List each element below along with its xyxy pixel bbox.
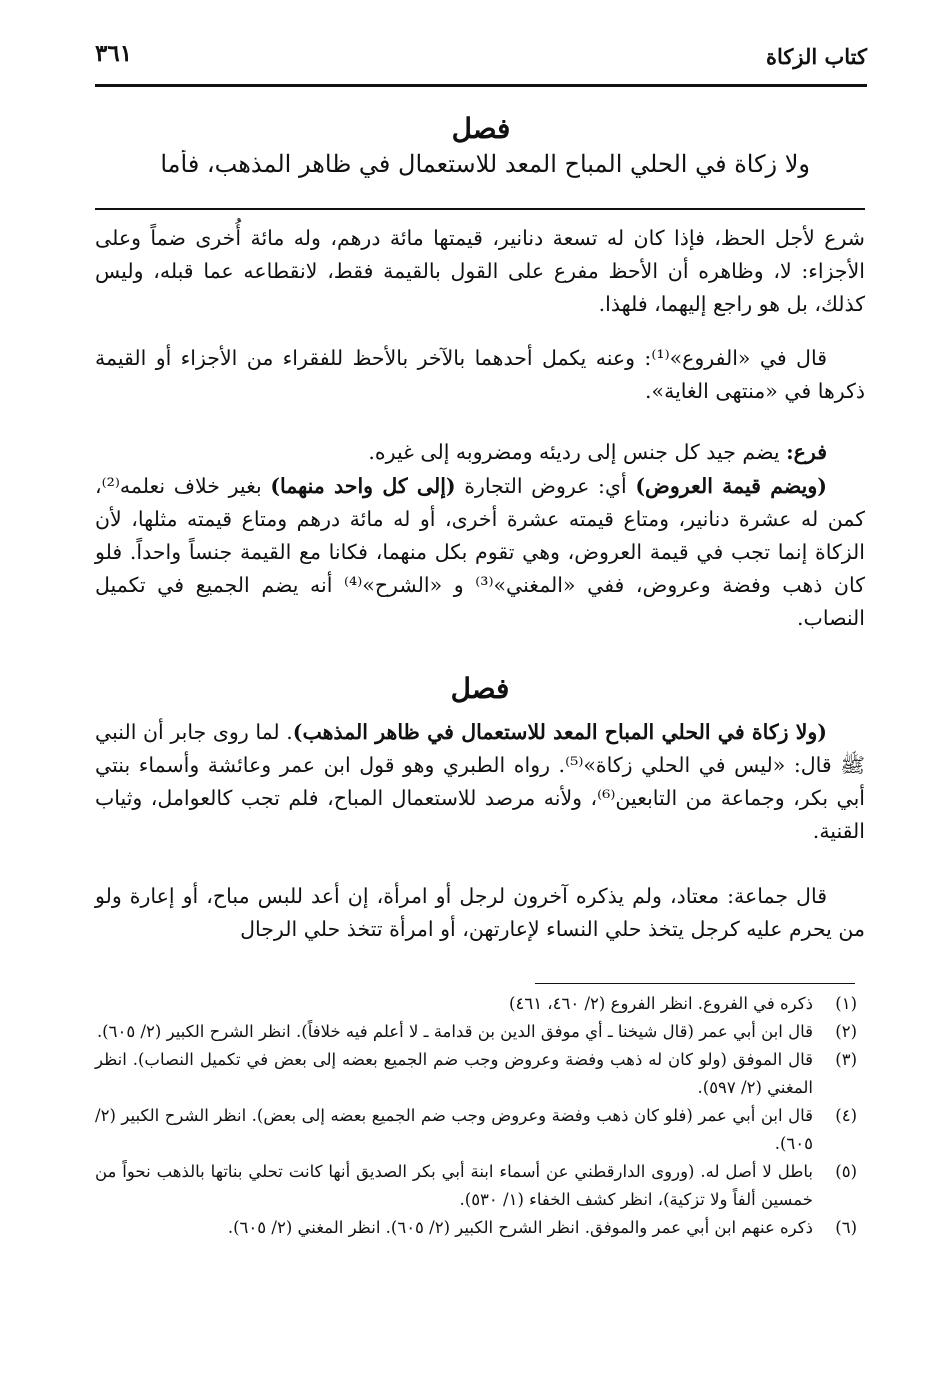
- footnote-text: ذكره في الفروع. انظر الفروع (٢/ ٤٦٠، ٤٦١): [509, 994, 813, 1013]
- paragraph-2: قال في «الفروع»⁽¹⁾: وعنه يكمل أحدهما بالآخر بالأحظ للفقراء من الأجزاء أو القيمة ذكرها في «منتهى الغاية».: [95, 346, 865, 403]
- book-title: كتاب الزكاة: [765, 44, 867, 69]
- footnote-text: قال ابن أبي عمر (قال شيخنا ـ أي موفق الدين بن قدامة ـ لا أعلم فيه خلافاً). انظر الشرح الكبير (٢/ ٦٠٥).: [96, 1022, 813, 1041]
- footnote: [95, 1102, 865, 1158]
- footnote-number: (١): [835, 994, 857, 1013]
- matn-quote-2: (إلى كل واحد منهما): [270, 474, 456, 498]
- footnote-number: (٦): [835, 1218, 857, 1237]
- matn-text: ولا زكاة في الحلي المباح المعد للاستعمال في ظاهر المذهب، فأما: [160, 150, 810, 178]
- paragraph-3: [95, 436, 865, 469]
- footnote: [95, 1214, 865, 1242]
- footnotes: [95, 990, 865, 1242]
- footnote-text: باطل لا أصل له. (وروى الدارقطني عن أسماء ابنة أبي بكر الصديق أنها كانت تحلي بناتها بالذهب نحواً من خمسين ألفاً ولا تزكية)، انظر كشف الخفاء (١/ ٥٣٠).: [95, 1162, 813, 1209]
- matn-quote-3: (ولا زكاة في الحلي المباح المعد للاستعمال في ظاهر المذهب): [292, 720, 827, 744]
- footnote-number: (٤): [835, 1106, 857, 1125]
- section-heading: فصل: [450, 672, 510, 705]
- paragraph-5-rest: . لما روى جابر أن النبي ﷺ قال: «ليس في الحلي زكاة»⁽⁵⁾. رواه الطبري وهو قول ابن عمر وعائشة وأسماء بنتي أبي بكر، وجماعة من التابعين⁽⁶⁾، ولأنه مرصد للاستعمال المباح، فلم تجب كالعوامل، وثياب القنية.: [95, 720, 865, 843]
- footnote-text: قال ابن أبي عمر (فلو كان ذهب وفضة وعروض وجب ضم الجميع بعضه إلى بعض). انظر الشرح الكبير (٢/ ٦٠٥).: [95, 1106, 813, 1153]
- footnote: [95, 1158, 865, 1214]
- paragraph-4-rest: بغير خلاف نعلمه⁽²⁾، كمن له عشرة دنانير، ومتاع قيمته عشرة أخرى، أو له مائة درهم ومتاع قيمته مثلها، لأن الزكاة إنما تجب في قيمة العروض، وهي تقوم بكل منهما، فكانا مع القيمة جنساً واحداً. فلو كان ذهب وفضة وعروض، ففي «المغني»⁽³⁾ و «الشرح»⁽⁴⁾ أنه يضم الجميع في تكميل النصاب.: [95, 474, 865, 630]
- footnote-number: (٣): [835, 1050, 857, 1069]
- footnote: [95, 990, 865, 1018]
- footnote-number: (٢): [835, 1022, 857, 1041]
- footnote-number: (٥): [835, 1162, 857, 1181]
- footnote-text: ذكره عنهم ابن أبي عمر والموفق. انظر الشرح الكبير (٢/ ٦٠٥). انظر المغني (٢/ ٦٠٥).: [227, 1218, 813, 1237]
- matn-heading: فصل: [451, 112, 511, 145]
- paragraph-1: شرع لأجل الحظ، فإذا كان له تسعة دنانير، قيمتها مائة درهم، وله مائة أُخرى ضماً وعلى الأجزاء: لا، وظاهره أن الأحظ مفرع على القول بالقيمة فقط، لانقطاعه عما قبله، وليس كذلك، بل هو راجع إليهما، فلهذا.: [95, 226, 865, 316]
- footnote: [95, 1046, 865, 1102]
- paragraph-5: [95, 716, 865, 848]
- footnote: [95, 1018, 865, 1046]
- matn-quote-1: (ويضم قيمة العروض): [635, 474, 827, 498]
- far-text: يضم جيد كل جنس إلى رديئه ومضروبه إلى غيره.: [368, 440, 787, 464]
- paragraph-4: [95, 470, 865, 635]
- footnote-divider: [535, 983, 855, 984]
- paragraph-4-mid: أي: عروض التجارة: [455, 474, 636, 498]
- paragraph-6: قال جماعة: معتاد، ولم يذكره آخرون لرجل أو امرأة، إن أعد للبس مباح، أو إعارة ولو من يحرم عليه كرجل يتخذ حلي النساء لإعارتهن، أو امرأة تتخذ حلي الرجال: [95, 884, 865, 941]
- matn-divider: [95, 208, 865, 210]
- far-label: فرع:: [786, 440, 827, 464]
- running-header: [95, 40, 867, 87]
- page-number: ٣٦١: [95, 40, 133, 67]
- footnote-text: قال الموفق (ولو كان له ذهب وفضة وعروض وجب ضم الجميع بعضه إلى بعض في تكميل النصاب). انظر المغني (٢/ ٥٩٧).: [95, 1050, 813, 1097]
